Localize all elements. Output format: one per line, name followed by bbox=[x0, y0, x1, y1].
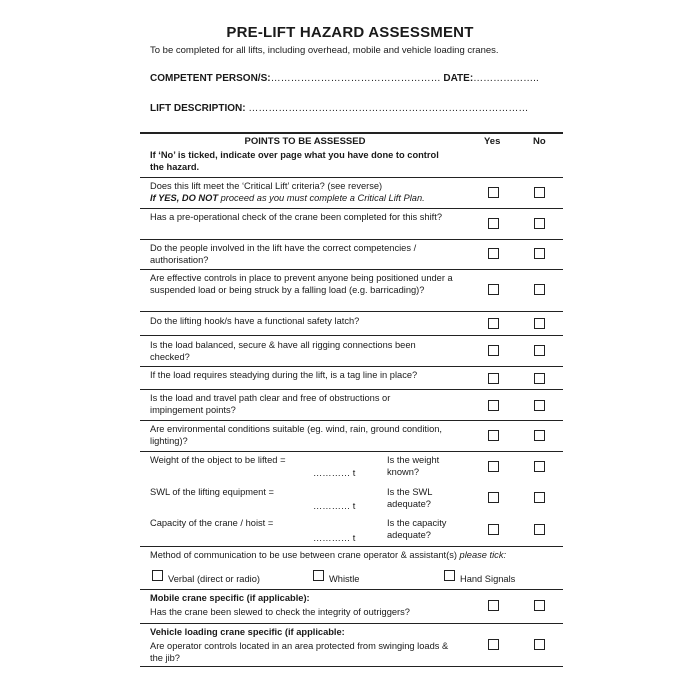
vehicle-crane-heading: Vehicle loading crane specific (if applicable: bbox=[150, 627, 345, 637]
no-checkbox[interactable] bbox=[534, 400, 545, 411]
row-divider bbox=[140, 589, 563, 590]
lift-description-label: LIFT DESCRIPTION: bbox=[150, 103, 246, 114]
date-field[interactable]: ……………….. bbox=[473, 73, 539, 84]
yes-checkbox[interactable] bbox=[488, 187, 499, 198]
hand-signals-option-label: Hand Signals bbox=[460, 574, 516, 584]
question-suspended-load: Are effective controls in place to prevent anyone being positioned under a suspended load or being struck by a falling load (e.g. barricading)? bbox=[150, 273, 453, 295]
row-divider bbox=[140, 208, 563, 209]
no-checkbox[interactable] bbox=[534, 218, 545, 229]
question-text: Does this lift meet the ‘Critical Lift’ criteria? (see reverse) bbox=[150, 181, 383, 191]
no-checkbox[interactable] bbox=[534, 430, 545, 441]
mobile-crane-question: Has the crane been slewed to check the integrity of outriggers? bbox=[150, 607, 410, 617]
no-checkbox[interactable] bbox=[534, 284, 545, 295]
no-checkbox[interactable] bbox=[534, 639, 545, 650]
row-divider bbox=[140, 335, 563, 336]
communication-method bbox=[150, 550, 560, 562]
yes-checkbox[interactable] bbox=[488, 318, 499, 329]
lift-description-field[interactable]: ………………………………………………………………………… bbox=[248, 103, 529, 114]
yes-header: Yes bbox=[484, 136, 501, 147]
yes-checkbox[interactable] bbox=[488, 600, 499, 611]
table-bottom-border bbox=[140, 666, 563, 667]
question-preop-check: Has a pre-operational check of the crane been completed for this shift? bbox=[150, 212, 442, 222]
question-warning-rest: proceed as you must complete a Critical Lift Plan. bbox=[218, 192, 425, 203]
no-checkbox[interactable] bbox=[534, 524, 545, 535]
question-environment: Are environmental conditions suitable (eg. wind, rain, ground condition, lighting)? bbox=[150, 424, 442, 446]
row-divider bbox=[140, 239, 563, 240]
yes-checkbox[interactable] bbox=[488, 218, 499, 229]
yes-checkbox[interactable] bbox=[488, 639, 499, 650]
capacity-question: Is the capacity adequate? bbox=[387, 518, 447, 540]
verbal-option-label: Verbal (direct or radio) bbox=[168, 574, 260, 584]
question-tag-line: If the load requires steadying during the lift, is a tag line in place? bbox=[150, 370, 418, 380]
row-divider bbox=[140, 420, 563, 421]
lift-description-line bbox=[150, 103, 528, 114]
verbal-checkbox[interactable] bbox=[152, 570, 163, 581]
no-checkbox[interactable] bbox=[534, 600, 545, 611]
yes-checkbox[interactable] bbox=[488, 345, 499, 356]
question-competencies: Do the people involved in the lift have the correct competencies / authorisation? bbox=[150, 243, 417, 265]
no-header: No bbox=[533, 136, 546, 147]
question-travel-path: Is the load and travel path clear and free of obstructions or impingement points? bbox=[150, 393, 391, 415]
row-divider bbox=[140, 177, 563, 178]
weight-value[interactable]: ………… t bbox=[313, 468, 356, 478]
subtitle: To be completed for all lifts, including overhead, mobile and vehicle loading cranes. bbox=[150, 45, 499, 56]
no-checkbox[interactable] bbox=[534, 461, 545, 472]
swl-question: Is the SWL adequate? bbox=[387, 487, 433, 509]
no-checkbox[interactable] bbox=[534, 248, 545, 259]
row-divider bbox=[140, 546, 563, 547]
weight-label: Weight of the object to be lifted = bbox=[150, 455, 286, 465]
yes-checkbox[interactable] bbox=[488, 248, 499, 259]
yes-checkbox[interactable] bbox=[488, 492, 499, 503]
competent-person-field[interactable]: …………………………………………… bbox=[270, 73, 441, 84]
yes-checkbox[interactable] bbox=[488, 284, 499, 295]
yes-checkbox[interactable] bbox=[488, 430, 499, 441]
yes-checkbox[interactable] bbox=[488, 524, 499, 535]
row-divider bbox=[140, 623, 563, 624]
no-checkbox[interactable] bbox=[534, 345, 545, 356]
competent-person-label: COMPETENT PERSON/S: bbox=[150, 73, 271, 84]
header-note: If ‘No’ is ticked, indicate over page what you have done to control the hazard. bbox=[150, 150, 439, 172]
row-divider bbox=[140, 311, 563, 312]
no-checkbox[interactable] bbox=[534, 187, 545, 198]
no-checkbox[interactable] bbox=[534, 373, 545, 384]
row-divider bbox=[140, 269, 563, 270]
competent-person-line bbox=[150, 73, 539, 84]
date-label: DATE: bbox=[443, 73, 474, 84]
table-top-border bbox=[140, 132, 563, 134]
swl-label: SWL of the lifting equipment = bbox=[150, 487, 274, 497]
capacity-label: Capacity of the crane / hoist = bbox=[150, 518, 274, 528]
row-divider bbox=[140, 366, 563, 367]
communication-text: Method of communication to be use between crane operator & assistant(s) bbox=[150, 550, 460, 560]
yes-checkbox[interactable] bbox=[488, 400, 499, 411]
yes-checkbox[interactable] bbox=[488, 373, 499, 384]
row-divider bbox=[140, 451, 563, 452]
whistle-checkbox[interactable] bbox=[313, 570, 324, 581]
page-title: PRE-LIFT HAZARD ASSESSMENT bbox=[226, 24, 474, 41]
question-safety-latch: Do the lifting hook/s have a functional safety latch? bbox=[150, 316, 360, 326]
question-critical-lift bbox=[150, 181, 470, 204]
question-load-balanced: Is the load balanced, secure & have all rigging connections been checked? bbox=[150, 340, 416, 362]
vehicle-crane-question: Are operator controls located in an area protected from swinging loads & the jib? bbox=[150, 641, 449, 663]
no-checkbox[interactable] bbox=[534, 492, 545, 503]
communication-instruction: please tick: bbox=[459, 550, 507, 560]
row-divider bbox=[140, 389, 563, 390]
weight-question: Is the weight known? bbox=[387, 455, 440, 477]
hand-signals-checkbox[interactable] bbox=[444, 570, 455, 581]
mobile-crane-heading: Mobile crane specific (if applicable): bbox=[150, 593, 310, 603]
whistle-option-label: Whistle bbox=[329, 574, 360, 584]
capacity-value[interactable]: ………… t bbox=[313, 533, 356, 543]
yes-checkbox[interactable] bbox=[488, 461, 499, 472]
points-header: POINTS TO BE ASSESSED bbox=[244, 136, 366, 147]
question-warning: If YES, DO NOT bbox=[150, 192, 219, 203]
no-checkbox[interactable] bbox=[534, 318, 545, 329]
swl-value[interactable]: ………… t bbox=[313, 501, 356, 511]
